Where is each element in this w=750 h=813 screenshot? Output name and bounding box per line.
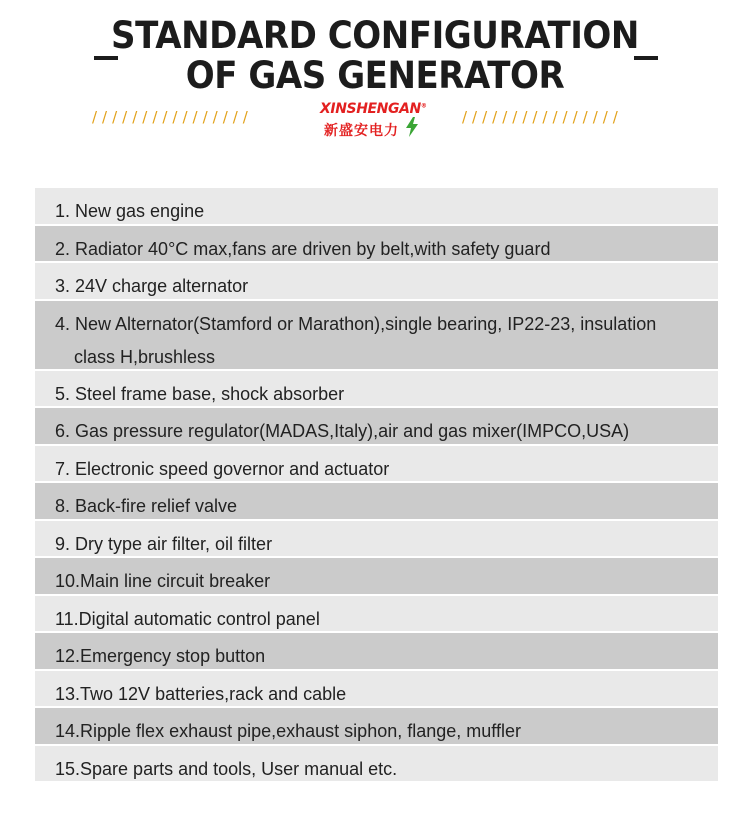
config-item-text: 5. Steel frame base, shock absorber bbox=[55, 383, 345, 404]
config-item bbox=[35, 669, 718, 707]
config-item-text: 10.Main line circuit breaker bbox=[55, 571, 271, 591]
config-item bbox=[35, 299, 718, 369]
page-title-line2: OF GAS GENERATOR bbox=[185, 54, 565, 97]
brand-logo bbox=[310, 101, 448, 141]
logo-chinese-name: 新盛安电力 bbox=[324, 123, 399, 139]
config-item bbox=[35, 556, 718, 594]
lightning-bolt-icon bbox=[404, 117, 420, 137]
config-item-text: 4. New Alternator(Stamford or Marathon),single bearing, IP22-23, insulation bbox=[55, 313, 657, 334]
config-item-text: 15.Spare parts and tools, User manual etc. bbox=[55, 758, 398, 779]
config-item-text-continued: class H,brushless bbox=[74, 346, 216, 367]
decorative-slashes-left: //////////////// bbox=[92, 108, 253, 126]
config-item-text: 3. 24V charge alternator bbox=[55, 276, 249, 296]
config-item bbox=[35, 481, 718, 519]
config-item bbox=[35, 261, 718, 299]
page-title-line1: STANDARD CONFIGURATION bbox=[111, 14, 639, 57]
config-item-text: 6. Gas pressure regulator(MADAS,Italy),air and gas mixer(IMPCO,USA) bbox=[55, 421, 630, 441]
config-item bbox=[35, 744, 718, 782]
config-item-text: 8. Back-fire relief valve bbox=[55, 496, 238, 516]
config-item-text: 11.Digital automatic control panel bbox=[55, 608, 320, 629]
config-item bbox=[35, 519, 718, 557]
config-item bbox=[35, 224, 718, 262]
config-item bbox=[35, 594, 718, 632]
config-item bbox=[35, 631, 718, 669]
logo-english-name: XINSHENGAN® bbox=[320, 101, 427, 117]
decorative-slashes-right: //////////////// bbox=[462, 108, 623, 126]
standard-configuration-list bbox=[35, 186, 718, 781]
config-item-text: 2. Radiator 40°C max,fans are driven by belt,with safety guard bbox=[55, 238, 551, 259]
config-item-text: 14.Ripple flex exhaust pipe,exhaust siphon, flange, muffler bbox=[55, 721, 521, 741]
config-item bbox=[35, 406, 718, 444]
config-item-text: 7. Electronic speed governor and actuator bbox=[55, 458, 390, 479]
config-item-text: 1. New gas engine bbox=[55, 201, 205, 221]
config-item-text: 12.Emergency stop button bbox=[55, 646, 266, 666]
config-item bbox=[35, 706, 718, 744]
config-item-text: 9. Dry type air filter, oil filter bbox=[55, 533, 273, 554]
config-item-text: 13.Two 12V batteries,rack and cable bbox=[55, 683, 347, 704]
config-item bbox=[35, 186, 718, 224]
config-item bbox=[35, 369, 718, 407]
config-item bbox=[35, 444, 718, 482]
